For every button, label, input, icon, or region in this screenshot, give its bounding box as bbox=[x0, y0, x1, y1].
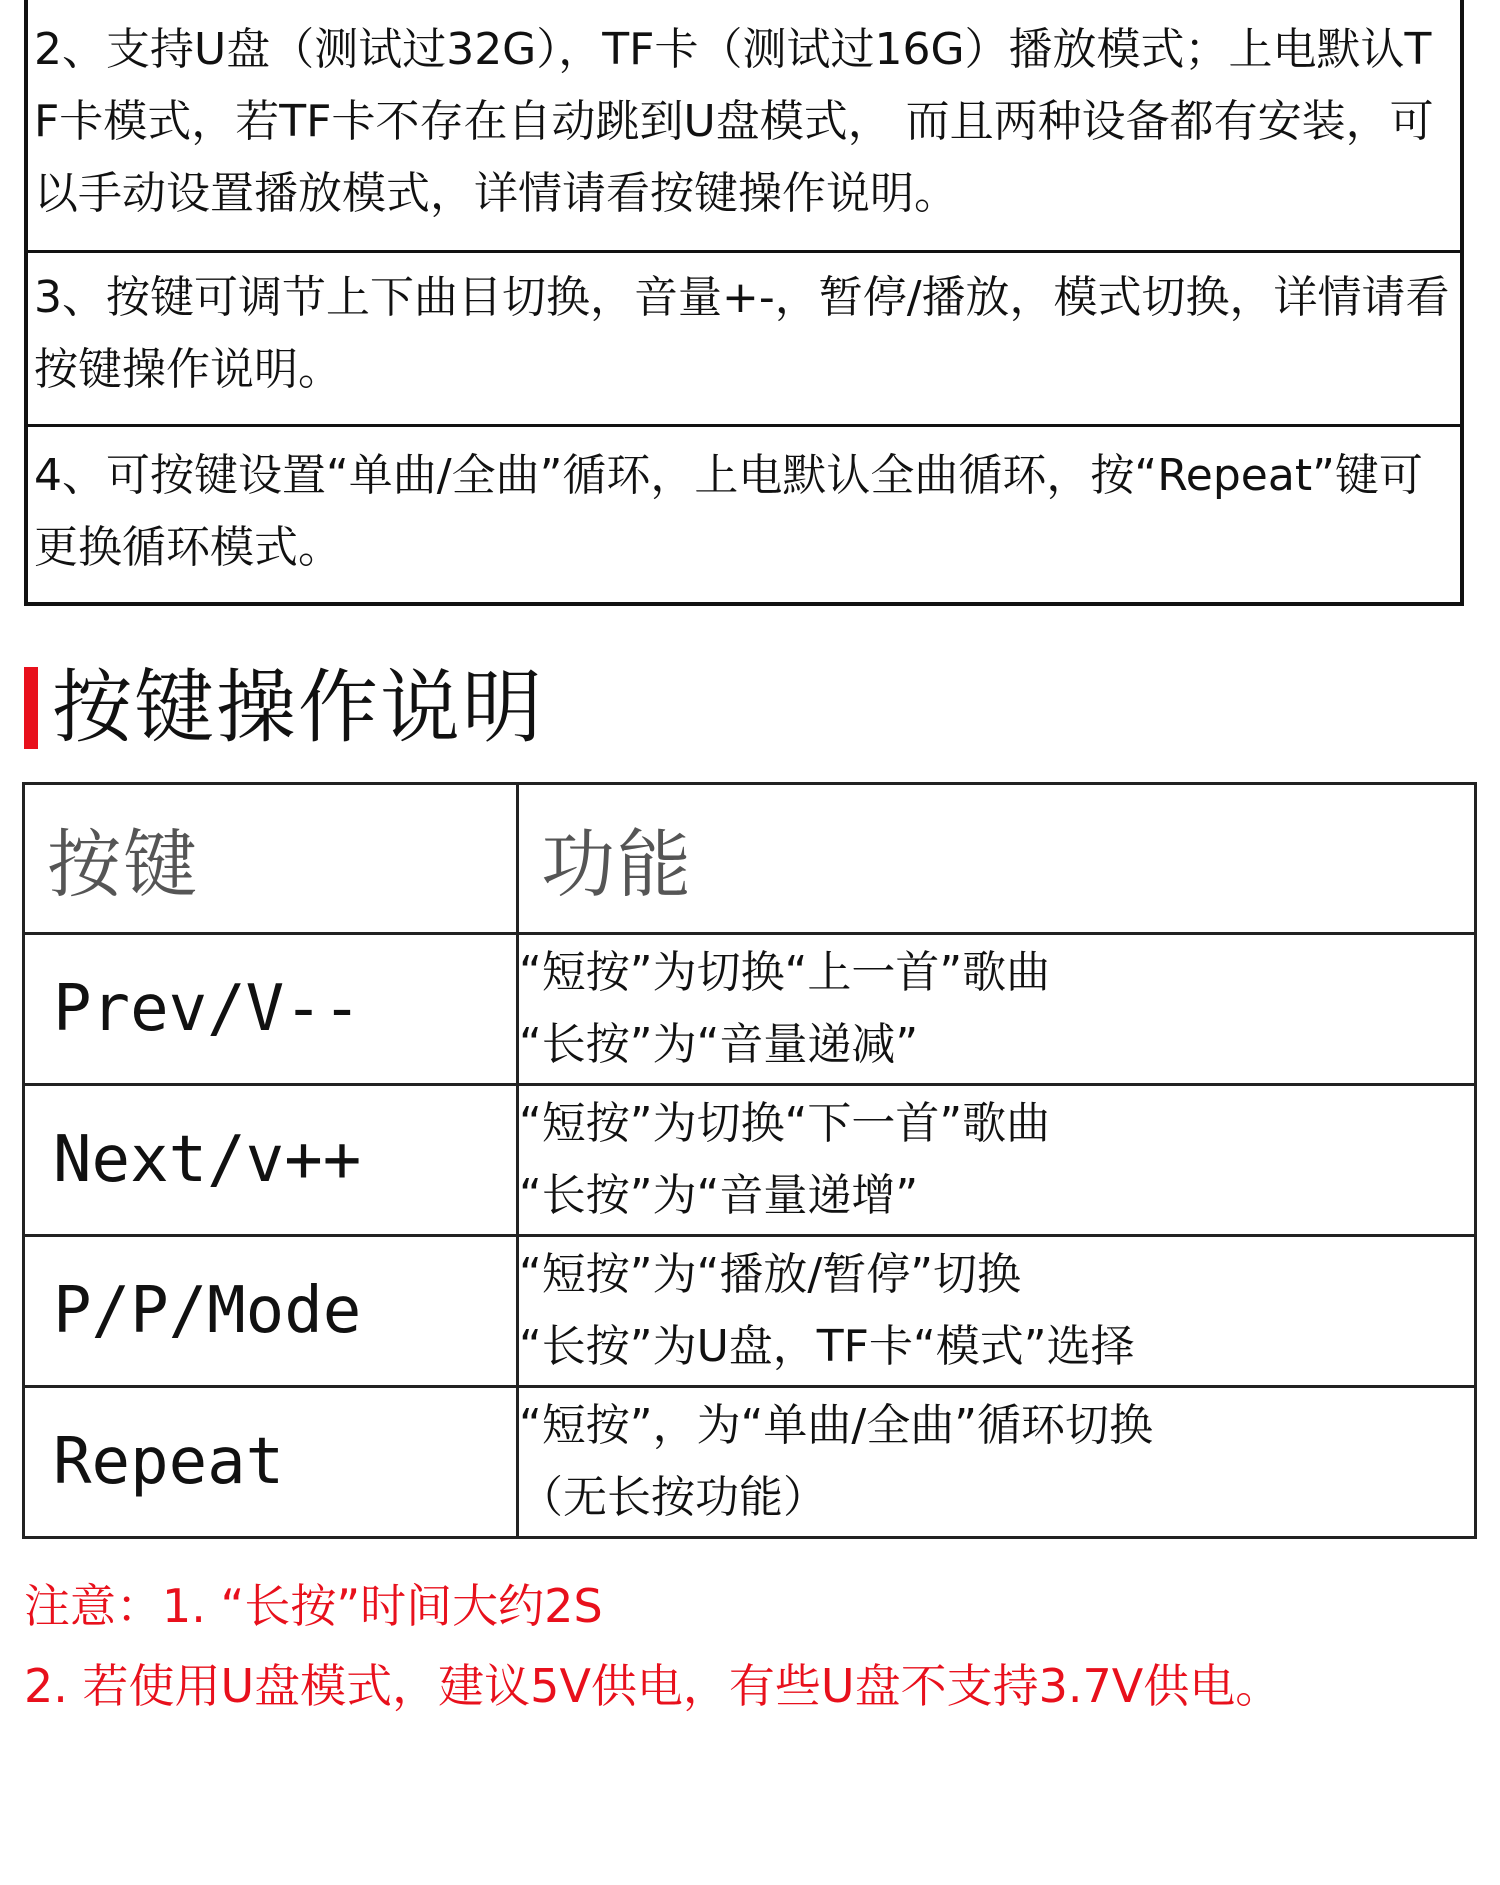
table-row bbox=[24, 1387, 1476, 1538]
divider bbox=[28, 250, 1460, 253]
function-line: （无长按功能） bbox=[519, 1472, 827, 1523]
function-cell bbox=[518, 934, 1476, 1085]
feature-item-4: 4、可按键设置“单曲/全曲”循环，上电默认全曲循环，按“Repeat”键可更换循环模式。 bbox=[34, 450, 1423, 573]
section-heading bbox=[24, 658, 544, 758]
function-line: “短按”为“播放/暂停”切换 bbox=[519, 1249, 1022, 1300]
header-cell-function bbox=[518, 784, 1476, 934]
function-cell bbox=[518, 1085, 1476, 1236]
note-line-2: 2. 若使用U盘模式，建议5V供电，有些U盘不支持3.7V供电。 bbox=[24, 1659, 1282, 1713]
table-row bbox=[24, 1236, 1476, 1387]
function-line: “长按”为“音量递增” bbox=[519, 1170, 919, 1221]
table-header-row bbox=[24, 784, 1476, 934]
table-row bbox=[24, 934, 1476, 1085]
function-cell bbox=[518, 1236, 1476, 1387]
key-table bbox=[22, 782, 1477, 1539]
key-name: Repeat bbox=[53, 1425, 285, 1499]
section-title: 按键操作说明 bbox=[52, 661, 544, 754]
key-cell bbox=[24, 1085, 518, 1236]
feature-item-3: 3、按键可调节上下曲目切换，音量+-，暂停/播放，模式切换，详情请看按键操作说明。 bbox=[34, 272, 1450, 395]
key-cell bbox=[24, 934, 518, 1085]
function-line: “长按”为“音量递减” bbox=[519, 1019, 919, 1070]
notes bbox=[24, 1566, 1484, 1726]
key-cell bbox=[24, 1236, 518, 1387]
note-line-1: 注意：1. “长按”时间大约2S bbox=[24, 1579, 603, 1633]
function-line: “长按”为U盘，TF卡“模式”选择 bbox=[519, 1321, 1135, 1372]
feature-item-2: 2、支持U盘（测试过32G），TF卡（测试过16G）播放模式；上电默认TF卡模式，若TF卡不存在自动跳到U盘模式， 而且两种设备都有安装，可以手动设置播放模式，详情请看按键操作说明。 bbox=[34, 24, 1434, 219]
header-key-label: 按键 bbox=[47, 821, 199, 908]
key-name: Prev/V-- bbox=[53, 972, 362, 1046]
header-function-label: 功能 bbox=[541, 821, 693, 908]
key-name: Next/v++ bbox=[53, 1123, 362, 1197]
divider bbox=[28, 424, 1460, 427]
table-row bbox=[24, 1085, 1476, 1236]
key-cell bbox=[24, 1387, 518, 1538]
function-cell bbox=[518, 1387, 1476, 1538]
key-name: P/P/Mode bbox=[53, 1274, 362, 1348]
header-cell-key bbox=[24, 784, 518, 934]
heading-accent-bar bbox=[24, 667, 38, 749]
function-line: “短按”为切换“下一首”歌曲 bbox=[519, 1098, 1051, 1149]
function-line: “短按”为切换“上一首”歌曲 bbox=[519, 947, 1051, 998]
function-line: “短按”，为“单曲/全曲”循环切换 bbox=[519, 1400, 1154, 1451]
features-box bbox=[24, 0, 1464, 606]
